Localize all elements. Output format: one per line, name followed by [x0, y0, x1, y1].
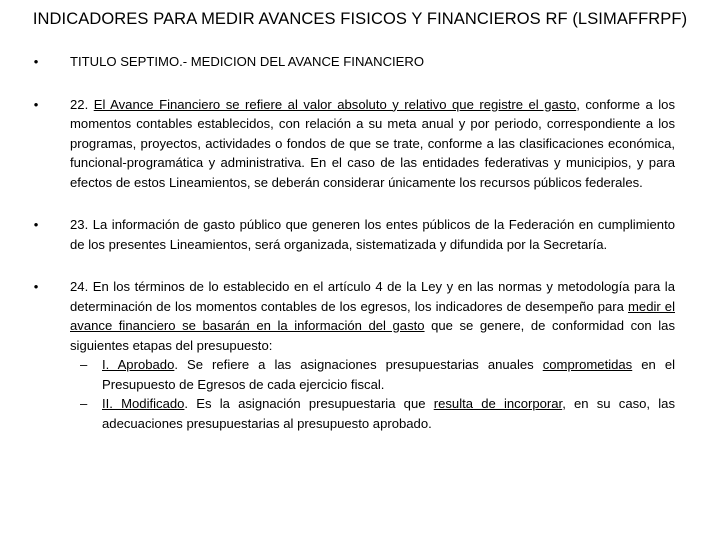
- bullet-list: [30, 52, 675, 433]
- paragraph-24: [70, 277, 675, 355]
- paragraph-22: [70, 95, 675, 193]
- bullet-icon: •: [33, 54, 39, 69]
- text-run: 24. En los términos de lo establecido en el artículo 4 de la Ley y en las normas y metodología para la determinación de los momentos contables de los egresos, los indicadores de desempeño para: [70, 279, 675, 314]
- list-item-heading: [30, 52, 675, 72]
- bullet-icon: •: [33, 217, 39, 232]
- text-run: en el Presupuesto de Egresos de cada ejercicio fiscal.: [102, 357, 676, 392]
- text-run: . Es la asignación presupuestaria que: [184, 396, 434, 411]
- underlined-text: comprometidas: [542, 357, 633, 372]
- sub-item-aprobado: [70, 355, 675, 394]
- underlined-text: II. Modificado: [102, 396, 185, 411]
- underlined-text: resulta de incorporar: [433, 396, 563, 411]
- slide-title: INDICADORES PARA MEDIR AVANCES FISICOS Y FINANCIEROS RF (LSIMAFFRPF): [32, 10, 688, 28]
- sub-item-modificado: [70, 394, 675, 433]
- underlined-text: I. Aprobado: [102, 357, 175, 372]
- dash-icon: –: [80, 357, 88, 372]
- text-run: , conforme a los momentos contables establecidos, con relación a su meta anual y por periodo, correspondiente a los programas, proyectos, actividades o fondos de que se trate, conforme a las clasificaciones económica, funcional-programática y administrativa. En el caso de las entidades federativas y municipios, y para efectos de estos Lineamientos, se deberán considerar únicamente los recursos públicos federales.: [70, 96, 675, 190]
- underlined-text: medir el avance financiero se basarán en la información del gasto: [70, 298, 675, 333]
- bullet-icon: •: [33, 96, 39, 112]
- list-item-22: [30, 95, 675, 193]
- text-run: . Se refiere a las asignaciones presupuestarias anuales: [174, 357, 543, 372]
- bullet-icon: •: [33, 279, 39, 294]
- paragraph-23: 23. La información de gasto público que generen los entes públicos de la Federación en cumplimiento de los presentes Lineamientos, será organizada, sistematizada y difundida por la Secretaría.: [70, 217, 675, 252]
- text-run: que se genere, de conformidad con las siguientes etapas del presupuesto:: [70, 318, 675, 353]
- list-item-24: [30, 277, 675, 433]
- section-heading: TITULO SEPTIMO.- MEDICION DEL AVANCE FINANCIERO: [70, 54, 425, 69]
- underlined-text: El Avance Financiero se refiere al valor absoluto y relativo que registre el gasto: [93, 96, 577, 112]
- list-item-23: [30, 215, 675, 254]
- dash-icon: –: [80, 396, 88, 411]
- text-run: , en su caso, las adecuaciones presupuestarias al presupuesto aprobado.: [102, 396, 675, 431]
- text-run: 22.: [70, 96, 94, 112]
